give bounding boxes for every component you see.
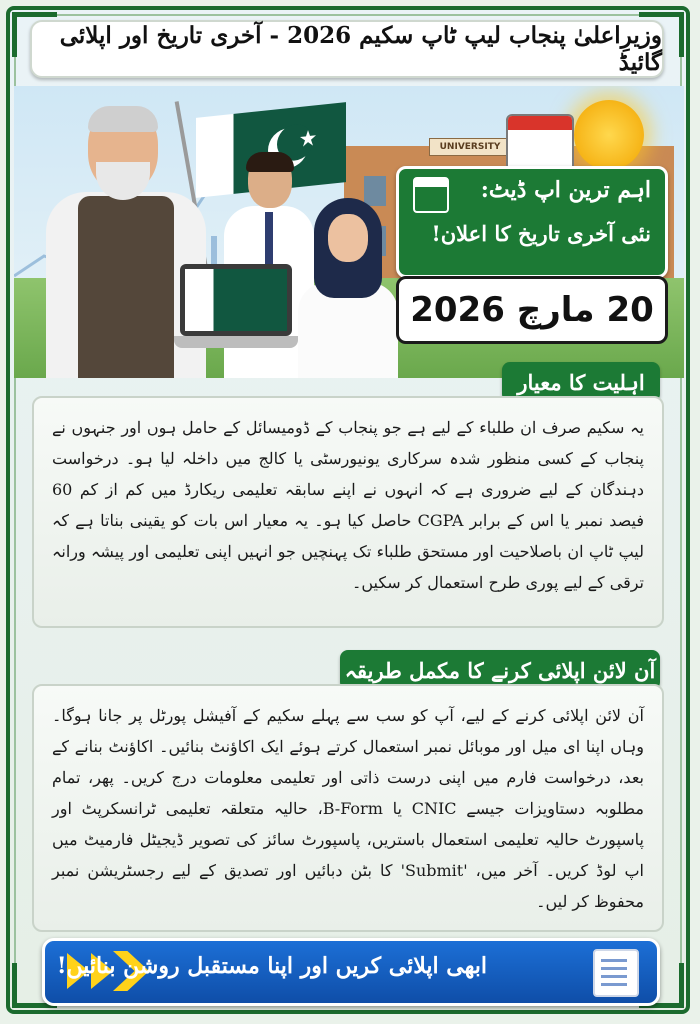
- sun-icon: [574, 100, 644, 170]
- eligibility-heading-text: اہلیت کا معیار: [517, 369, 645, 395]
- apply-now-label: ابھی اپلائی کریں اور اپنا مستقبل روشن بنائیں!: [56, 953, 487, 979]
- laptop-icon: [180, 264, 292, 360]
- update-subheading: نئی آخری تاریخ کا اعلان!: [431, 221, 651, 246]
- deadline-date: 20 مارچ 2026: [410, 290, 654, 330]
- female-student-figure: [298, 198, 398, 378]
- eligibility-panel: [32, 396, 664, 628]
- university-sign: UNIVERSITY: [429, 138, 511, 156]
- apply-heading-text: آن لائن اپلائی کرنے کا مکمل طریقہ: [344, 657, 656, 683]
- apply-now-button[interactable]: [42, 938, 660, 1006]
- deadline-box: [396, 276, 668, 344]
- calendar-icon: [506, 114, 574, 174]
- calendar-icon: [413, 177, 449, 213]
- update-heading: اہم ترین اپ ڈیٹ:: [480, 177, 651, 203]
- apply-panel: [32, 684, 664, 932]
- update-announcement: [396, 166, 668, 278]
- apply-text: آن لائن اپلائی کرنے کے لیے، آپ کو سب سے پہلے سکیم کے آفیشل پورٹل پر جانا ہوگا۔ وہاں اپنا ای میل اور موبائل نمبر استعمال کرتے ہوئے ایک اکاؤنٹ بنائیں۔ اکاؤنٹ بنانے کے بعد، درخواست فارم میں اپنی درست ذاتی اور تعلیمی معلومات درج کریں۔ پھر، تمام مطلوبہ دستاویزات جیسے CNIC یا B-Form، حالیہ متعلقہ تعلیمی ٹرانسکرپٹ اور پاسپورٹ حالیہ تعلیمی استعمال باستریں، پاسپورٹ سائز کی تصویر ڈیجیٹل فارمیٹ میں اپ لوڈ کریں۔ آخر میں، 'Submit' کا بٹن دبائیں اور تصدیق کے لیے رجسٹریشن نمبر محفوظ کر لیں۔: [52, 706, 644, 911]
- eligibility-text: یہ سکیم صرف ان طلباء کے لیے ہے جو پنجاب کے ڈومیسائل کے حامل ہوں اور جنہوں نے پنجاب کے کسی منظور شدہ سرکاری یونیورسٹی یا کالج میں داخلہ لیا ہو۔ درخواست دہندگان کے لیے ضروری ہے کہ انہوں نے اپنے سابقہ تعلیمی ریکارڈ میں کم از کم 60 فیصد نمبر یا اس کے برابر CGPA حاصل کیا ہو۔ یہ معیار اس بات کو یقینی بناتا ہے کہ لیپ ٹاپ ان باصلاحیت اور مستحق طلباء تک پہنچیں جو انہیں اپنی تعلیمی اور پیشہ ورانہ ترقی کے لیے پوری طرح استعمال کر سکیں۔: [52, 418, 644, 592]
- page-title-banner: [30, 20, 664, 78]
- page-title: وزیرِاعلیٰ پنجاب لیپ ٹاپ سکیم 2026 - آخری تاریخ اور اپلائی گائیڈ: [59, 22, 662, 76]
- document-icon: [593, 949, 639, 997]
